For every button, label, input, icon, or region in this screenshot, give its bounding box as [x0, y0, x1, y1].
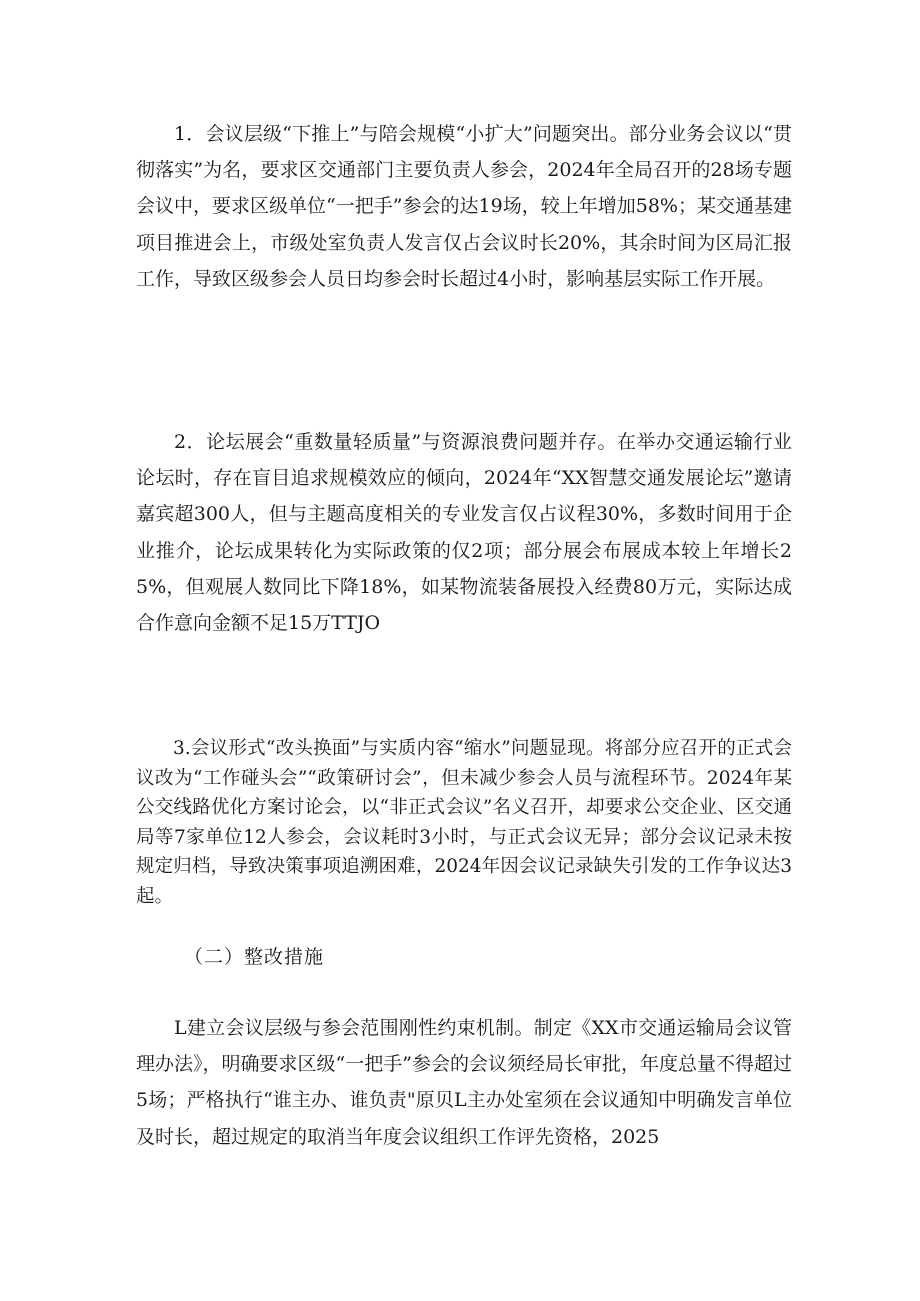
paragraph-issue-2: 2．论坛展会“重数量轻质量”与资源浪费问题并存。在举办交通运输行业论坛时，存在盲目追求规模效应的倾向，2024年“XX智慧交通发展论坛”邀请嘉宾超300人，但与主题高度相关的专业发言仅占议程30%，多数时间用于企业推介，论坛成果转化为实际政策的仅2项；部分展会布展成本较上年增长25%，但观展人数同比下降18%，如某物流装备展投入经费80万元，实际达成合作意向金额不足15万TTJO — [136, 431, 792, 635]
paragraph-issue-3: 3.会议形式“改头换面”与实质内容“缩水”问题显现。将部分应召开的正式会议改为“工作碰头会”“政策研讨会”，但未减少参会人员与流程环节。2024年某公交线路优化方案讨论会，以“非正式会议”名义召开，却要求公交企业、区交通局等7家单位12人参会，会议耗时3小时，与正式会议无异；部分会议记录未按规定归档，导致决策事项追溯困难，2024年因会议记录缺失引发的工作争议达3起。 — [136, 738, 792, 907]
paragraph-issue-1: 1．会议层级“下推上”与陪会规模“小扩大”问题突出。部分业务会议以“贯彻落实”为名，要求区交通部门主要负责人参会，2024年全局召开的28场专题会议中，要求区级单位“一把手”参会的达19场，较上年增加58%；某交通基建项目推进会上，市级处室负责人发言仅占会议时长20%，其余时间为区局汇报工作，导致区级参会人员日均参会时长超过4小时，影响基层实际工作开展。 — [136, 123, 792, 290]
paragraph-measure-1: L建立会议层级与参会范围刚性约束机制。制定《XX市交通运输局会议管理办法》，明确要求区级“一把手”参会的会议须经局长审批，年度总量不得超过5场；严格执行“谁主办、谁负责"原贝L主办处室须在会议通知中明确发言单位及时长，超过规定的取消当年度会议组织工作评先资格，2025 — [136, 1017, 792, 1148]
section-heading-rectification: （二）整改措施 — [184, 946, 325, 968]
